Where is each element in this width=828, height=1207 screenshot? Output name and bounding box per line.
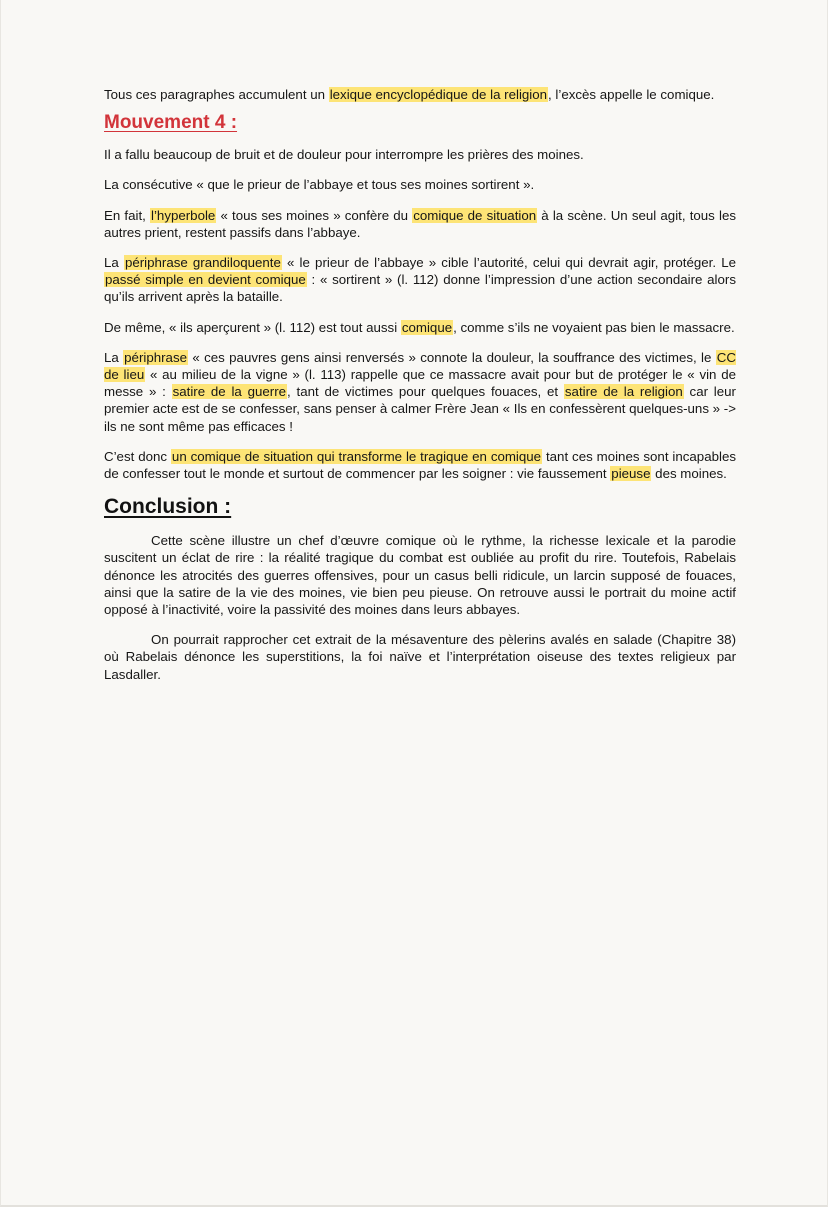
highlight: un comique de situation qui transforme le tragique en comique xyxy=(171,448,542,464)
paragraph-7: C’est donc un comique de situation qui transforme le tragique en comique tant ces moines sont incapables de confesser tout le monde et surtout de commencer par les soigner : vie faussement pieuse des moines. xyxy=(104,448,736,482)
highlight: périphrase grandiloquente xyxy=(124,255,281,271)
highlight: l’hyperbole xyxy=(151,207,216,223)
paragraph-3: En fait, l’hyperbole « tous ses moines » confère du comique de situation à la scène. Un seul agit, tous les autres prient, restent passifs dans l’abbaye. xyxy=(104,207,736,240)
conclusion-paragraph-2: On pourrait rapprocher cet extrait de la mésaventure des pèlerins avalés en salade (Chapitre 38) où Rabelais dénonce les superstitions, la foi naïve et l’interprétation oiseuse des textes religieux par Lasdaller. xyxy=(104,632,736,682)
paragraph-2: La consécutive « que le prieur de l’abbaye et tous ses moines sortirent ». xyxy=(104,177,535,193)
paragraph-4: La périphrase grandiloquente « le prieur de l’abbaye » cible l’autorité, celui qui devrait agir, protéger. Le passé simple en devient comique : « sortirent » (l. 112) donne l’impression d’une action secondaire alors qu’ils arrivent après la bataille. xyxy=(104,255,736,305)
heading-conclusion: Conclusion : xyxy=(104,495,232,519)
highlight: lexique encyclopédique de la religion xyxy=(329,87,548,102)
highlight: comique xyxy=(401,319,453,335)
paragraph-6: La périphrase « ces pauvres gens ainsi renversés » connote la douleur, la souffrance des victimes, le CC de lieu « au milieu de la vigne » (l. 113) rappelle que ce massacre avait pour but de protéger le « vin de messe » : satire de la guerre, tant de victimes pour quelques fouaces, et satire de la religion car leur premier acte est de se confesser, sans penser à calmer Frère Jean « Ils en confessèrent quelques-uns » -> ils ne sont même pas efficaces ! xyxy=(104,349,736,434)
paragraph-1: Il a fallu beaucoup de bruit et de douleur pour interrompre les prières des moines. xyxy=(104,147,584,163)
highlight: satire de la guerre xyxy=(172,384,287,400)
highlight: CC de lieu xyxy=(104,349,736,383)
highlight: satire de la religion xyxy=(564,384,683,400)
intro-paragraph: Tous ces paragraphes accumulent un lexique encyclopédique de la religion, l’excès appelle le comique. xyxy=(104,87,715,102)
heading-mouvement-4: Mouvement 4 : xyxy=(104,112,238,134)
conclusion-paragraph-1: Cette scène illustre un chef d’œuvre comique où le rythme, la richesse lexicale et la parodie suscitent un éclat de rire : la réalité tragique du combat est oubliée au profit du rire. Toutefois, Rabelais dénonce les atrocités des guerres offensives, pour un casus belli ridicule, un larcin supposé de fouaces, ainsi que la satire de la vie des moines, vie bien peu pieuse. On retrouve aussi le portrait du moine actif opposé à l’inactivité, voire la passivité des moines dans leurs abbayes. xyxy=(104,533,736,618)
paragraph-5: De même, « ils aperçurent » (l. 112) est tout aussi comique, comme s’ils ne voyaient pas bien le massacre. xyxy=(104,319,735,335)
document-content xyxy=(104,86,736,696)
highlight: comique de situation xyxy=(413,207,537,223)
highlight: pieuse xyxy=(611,466,651,482)
highlight: passé simple en devient comique xyxy=(105,272,306,288)
highlight: périphrase xyxy=(124,349,187,365)
